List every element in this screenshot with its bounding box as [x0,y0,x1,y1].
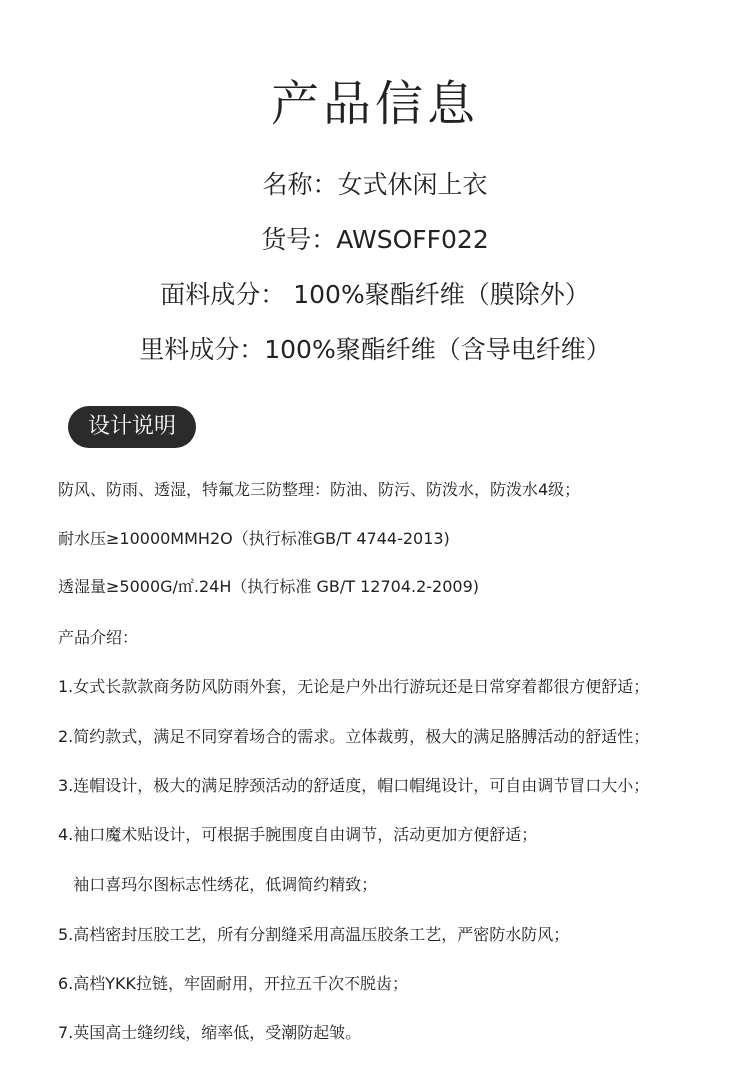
lining-composition: 里料成分：100%聚酯纤维（含导电纤维） [139,335,611,364]
product-name: 名称：女式休闲上衣 [262,170,488,199]
desc-line: 3.连帽设计，极大的满足脖颈活动的舒适度，帽口帽绳设计，可自由调节冒口大小； [58,776,650,795]
desc-line: 产品介绍： [58,628,139,647]
desc-line: 耐水压≥10000MMH2O（执行标准GB/T 4744-2013) [58,529,450,548]
desc-line: 袖口喜玛尔图标志性绣花，低调简约精致； [58,875,378,894]
product-sku: 货号：AWSOFF022 [261,225,489,254]
desc-line: 7.英国高士缝纫线，缩率低，受潮防起皱。 [58,1023,362,1042]
desc-line: 防风、防雨、透湿，特氟龙三防整理：防油、防污、防泼水，防泼水4级； [58,480,581,499]
desc-line: 透湿量≥5000G/㎡.24H（执行标准 GB/T 12704.2-2009) [58,577,480,596]
page-title: 产品信息 [270,76,479,132]
desc-line: 6.高档YKK拉链，牢固耐用，开拉五千次不脱齿； [58,974,409,993]
design-notes-label: 设计说明 [68,406,196,448]
desc-line: 4.袖口魔术贴设计，可根据手腕围度自由调节，活动更加方便舒适； [58,825,538,844]
desc-line: 1.女式长款款商务防风防雨外套，无论是户外出行游玩还是日常穿着都很方便舒适； [58,677,650,696]
desc-line: 5.高档密封压胶工艺，所有分割缝采用高温压胶条工艺，严密防水防风； [58,925,570,944]
desc-line: 2.简约款式，满足不同穿着场合的需求。立体裁剪，极大的满足胳膊活动的舒适性； [58,727,650,746]
fabric-composition: 面料成分： 100%聚酯纤维（膜除外） [160,280,590,309]
